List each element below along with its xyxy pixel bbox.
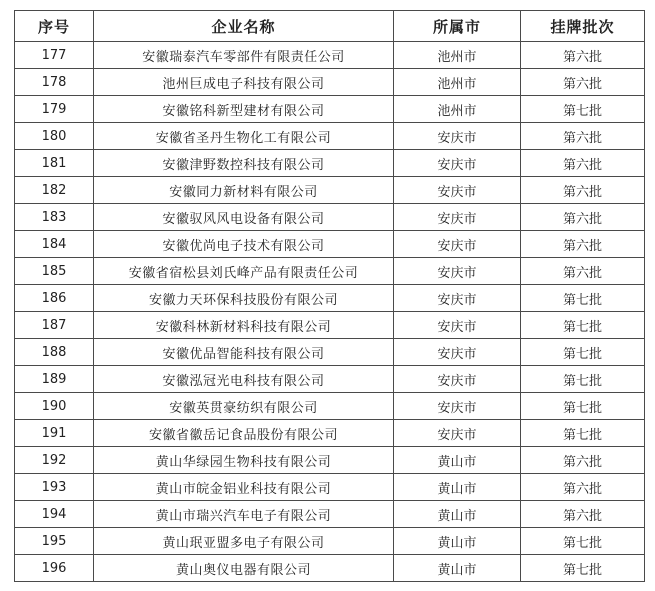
cell-city: 安庆市 bbox=[394, 393, 521, 420]
cell-index: 189 bbox=[15, 366, 94, 393]
cell-city: 安庆市 bbox=[394, 177, 521, 204]
cell-index: 182 bbox=[15, 177, 94, 204]
table-row bbox=[15, 42, 645, 69]
enterprise-table bbox=[14, 10, 645, 582]
cell-city: 黄山市 bbox=[394, 528, 521, 555]
cell-city: 池州市 bbox=[394, 42, 521, 69]
cell-batch: 第六批 bbox=[521, 447, 645, 474]
cell-batch: 第六批 bbox=[521, 258, 645, 285]
cell-index: 188 bbox=[15, 339, 94, 366]
cell-batch: 第七批 bbox=[521, 285, 645, 312]
cell-city: 安庆市 bbox=[394, 312, 521, 339]
cell-index: 196 bbox=[15, 555, 94, 582]
cell-batch: 第七批 bbox=[521, 420, 645, 447]
cell-index: 190 bbox=[15, 393, 94, 420]
table-row bbox=[15, 96, 645, 123]
cell-index: 180 bbox=[15, 123, 94, 150]
cell-company-name: 黄山市皖金铝业科技有限公司 bbox=[94, 474, 394, 501]
cell-company-name: 安徽瑞泰汽车零部件有限责任公司 bbox=[94, 42, 394, 69]
cell-batch: 第六批 bbox=[521, 42, 645, 69]
table-body bbox=[15, 42, 645, 582]
cell-city: 黄山市 bbox=[394, 501, 521, 528]
cell-index: 183 bbox=[15, 204, 94, 231]
cell-index: 177 bbox=[15, 42, 94, 69]
cell-company-name: 安徽力天环保科技股份有限公司 bbox=[94, 285, 394, 312]
table-row bbox=[15, 528, 645, 555]
table-row bbox=[15, 393, 645, 420]
cell-batch: 第七批 bbox=[521, 96, 645, 123]
table-row bbox=[15, 420, 645, 447]
cell-city: 安庆市 bbox=[394, 123, 521, 150]
table-row bbox=[15, 474, 645, 501]
header-company-name: 企业名称 bbox=[94, 11, 394, 42]
cell-batch: 第七批 bbox=[521, 312, 645, 339]
cell-city: 安庆市 bbox=[394, 258, 521, 285]
table-row bbox=[15, 204, 645, 231]
header-index: 序号 bbox=[15, 11, 94, 42]
cell-batch: 第六批 bbox=[521, 501, 645, 528]
cell-city: 安庆市 bbox=[394, 231, 521, 258]
table-header bbox=[15, 11, 645, 42]
cell-batch: 第七批 bbox=[521, 339, 645, 366]
cell-index: 178 bbox=[15, 69, 94, 96]
table-row bbox=[15, 177, 645, 204]
cell-city: 安庆市 bbox=[394, 339, 521, 366]
cell-company-name: 黄山奥仪电器有限公司 bbox=[94, 555, 394, 582]
cell-index: 186 bbox=[15, 285, 94, 312]
cell-batch: 第七批 bbox=[521, 555, 645, 582]
table-row bbox=[15, 231, 645, 258]
cell-company-name: 安徽科林新材料科技有限公司 bbox=[94, 312, 394, 339]
cell-city: 池州市 bbox=[394, 96, 521, 123]
cell-batch: 第六批 bbox=[521, 177, 645, 204]
cell-city: 池州市 bbox=[394, 69, 521, 96]
cell-company-name: 安徽省宿松县刘氏峰产品有限责任公司 bbox=[94, 258, 394, 285]
cell-index: 191 bbox=[15, 420, 94, 447]
cell-company-name: 池州巨成电子科技有限公司 bbox=[94, 69, 394, 96]
cell-batch: 第七批 bbox=[521, 393, 645, 420]
table-row bbox=[15, 366, 645, 393]
cell-company-name: 安徽津野数控科技有限公司 bbox=[94, 150, 394, 177]
cell-index: 195 bbox=[15, 528, 94, 555]
cell-city: 黄山市 bbox=[394, 474, 521, 501]
cell-company-name: 黄山市瑞兴汽车电子有限公司 bbox=[94, 501, 394, 528]
table-row bbox=[15, 69, 645, 96]
cell-batch: 第六批 bbox=[521, 123, 645, 150]
cell-batch: 第六批 bbox=[521, 69, 645, 96]
cell-batch: 第六批 bbox=[521, 150, 645, 177]
cell-company-name: 安徽优尚电子技术有限公司 bbox=[94, 231, 394, 258]
cell-city: 安庆市 bbox=[394, 366, 521, 393]
table-row bbox=[15, 123, 645, 150]
cell-index: 193 bbox=[15, 474, 94, 501]
header-batch: 挂牌批次 bbox=[521, 11, 645, 42]
cell-city: 安庆市 bbox=[394, 285, 521, 312]
cell-batch: 第七批 bbox=[521, 528, 645, 555]
cell-index: 192 bbox=[15, 447, 94, 474]
cell-index: 181 bbox=[15, 150, 94, 177]
cell-batch: 第六批 bbox=[521, 231, 645, 258]
cell-index: 184 bbox=[15, 231, 94, 258]
table-row bbox=[15, 150, 645, 177]
table-row bbox=[15, 555, 645, 582]
cell-company-name: 安徽铭科新型建材有限公司 bbox=[94, 96, 394, 123]
header-city: 所属市 bbox=[394, 11, 521, 42]
table-row bbox=[15, 312, 645, 339]
cell-index: 179 bbox=[15, 96, 94, 123]
cell-company-name: 黄山华绿园生物科技有限公司 bbox=[94, 447, 394, 474]
cell-company-name: 安徽泓冠光电科技有限公司 bbox=[94, 366, 394, 393]
cell-city: 黄山市 bbox=[394, 555, 521, 582]
table-row bbox=[15, 501, 645, 528]
cell-city: 安庆市 bbox=[394, 204, 521, 231]
table-row bbox=[15, 339, 645, 366]
header-row bbox=[15, 11, 645, 42]
table-row bbox=[15, 285, 645, 312]
cell-city: 黄山市 bbox=[394, 447, 521, 474]
cell-index: 185 bbox=[15, 258, 94, 285]
cell-company-name: 安徽优品智能科技有限公司 bbox=[94, 339, 394, 366]
cell-company-name: 安徽驭风风电设备有限公司 bbox=[94, 204, 394, 231]
cell-company-name: 安徽同力新材料有限公司 bbox=[94, 177, 394, 204]
table-row bbox=[15, 258, 645, 285]
cell-batch: 第六批 bbox=[521, 474, 645, 501]
cell-company-name: 安徽英贯豪纺织有限公司 bbox=[94, 393, 394, 420]
cell-company-name: 安徽省圣丹生物化工有限公司 bbox=[94, 123, 394, 150]
cell-city: 安庆市 bbox=[394, 150, 521, 177]
cell-company-name: 黄山珉亚盟多电子有限公司 bbox=[94, 528, 394, 555]
cell-batch: 第六批 bbox=[521, 204, 645, 231]
table-row bbox=[15, 447, 645, 474]
cell-company-name: 安徽省徽岳记食品股份有限公司 bbox=[94, 420, 394, 447]
cell-index: 187 bbox=[15, 312, 94, 339]
cell-city: 安庆市 bbox=[394, 420, 521, 447]
cell-index: 194 bbox=[15, 501, 94, 528]
cell-batch: 第七批 bbox=[521, 366, 645, 393]
